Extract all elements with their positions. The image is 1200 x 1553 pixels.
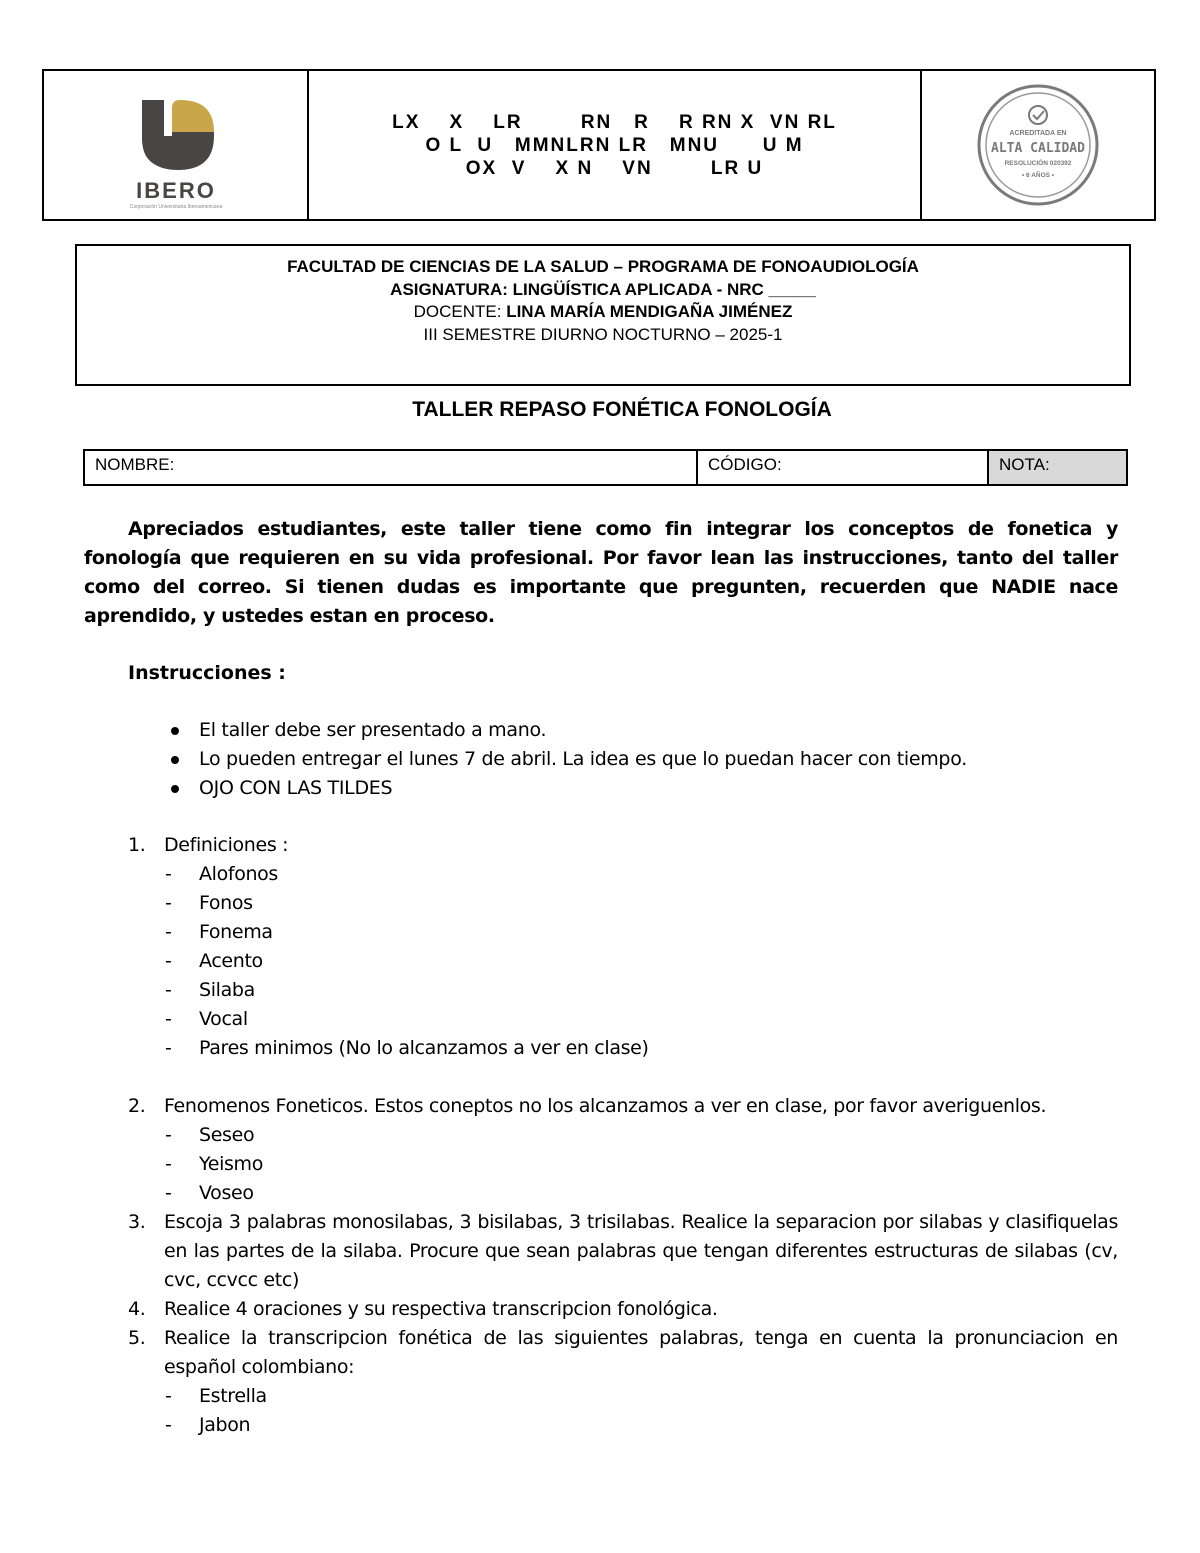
list-item: - Alofonos (84, 860, 1118, 889)
seal-main-text: ALTA CALIDAD (991, 141, 1085, 156)
task-text: Realice la transcripcion fonética de las siguientes palabras, tenga en cuenta la pronunciacion en español colombiano: (164, 1327, 1118, 1378)
subject-line: ASIGNATURA: LINGÜÍSTICA APLICADA - NRC _____ (390, 279, 816, 299)
list-item: OJO CON LAS TILDES (84, 774, 1118, 803)
document-body (84, 515, 1118, 1440)
code-field[interactable]: CÓDIGO: (698, 451, 989, 484)
task-item-5 (84, 1324, 1118, 1440)
faculty-line: FACULTAD DE CIENCIAS DE LA SALUD – PROGRAMA DE FONOAUDIOLOGÍA (287, 257, 919, 276)
task-text: Definiciones : (164, 834, 289, 856)
header-table (42, 69, 1156, 221)
instructions-list (84, 716, 1118, 803)
list-item: Lo pueden entregar el lunes 7 de abril. La idea es que lo puedan hacer con tiempo. (84, 745, 1118, 774)
task-list (84, 831, 1118, 1440)
list-item: El taller debe ser presentado a mano. (84, 716, 1118, 745)
accreditation-seal-icon (976, 83, 1100, 207)
seal-top-text: ACREDITADA EN (1009, 130, 1067, 137)
sub-list (84, 1382, 1118, 1440)
task-number: 1. (128, 834, 146, 856)
header-line-3: OX V X N VN LR U (465, 157, 764, 179)
student-info-table (83, 449, 1128, 486)
logo-text: IBERO (135, 178, 216, 203)
task-item-3 (84, 1208, 1118, 1295)
task-number: 4. (128, 1298, 146, 1320)
list-item: - Yeismo (84, 1150, 1118, 1179)
task-text: Realice 4 oraciones y su respectiva transcripcion fonológica. (164, 1298, 718, 1320)
seal-cell (922, 71, 1154, 219)
logo-tagline: Corporación Universitaria Iberoamericana (129, 204, 222, 210)
task-number: 3. (128, 1211, 146, 1233)
list-item: - Acento (84, 947, 1118, 976)
task-item-4 (84, 1295, 1118, 1324)
course-info-box (75, 244, 1131, 386)
list-item: - Fonos (84, 889, 1118, 918)
intro-paragraph: Apreciados estudiantes, este taller tiene como fin integrar los conceptos de fonetica y fonología que requieren en su vida profesional. Por favor lean las instrucciones, tanto del taller como del correo. Si tienen dudas es importante que pregunten, recuerden que NADIE nace aprendido, y ustedes estan en proceso. (84, 518, 1118, 627)
sub-list (84, 860, 1118, 1063)
ibero-logo-icon (116, 80, 236, 210)
check-icon (1029, 106, 1047, 124)
instructions-heading: Instrucciones : (128, 662, 286, 684)
list-item: - Fonema (84, 918, 1118, 947)
teacher-label: DOCENTE: (413, 302, 507, 321)
header-line-1: LX X LR RN R R RN X VN RL (392, 111, 837, 133)
list-item: - Vocal (84, 1005, 1118, 1034)
task-text: Escoja 3 palabras monosilabas, 3 bisilabas, 3 trisilabas. Realice la separacion por silabas y clasifiquelas en las partes de la silaba. Procure que sean palabras que tengan diferentes estructuras de silabas (cv, cvc, ccvcc etc) (164, 1211, 1118, 1291)
list-item: - Pares minimos (No lo alcanzamos a ver en clase) (84, 1034, 1118, 1063)
task-number: 5. (128, 1327, 146, 1349)
task-item-1 (84, 831, 1118, 1063)
sub-list (84, 1121, 1118, 1208)
list-item: - Silaba (84, 976, 1118, 1005)
page-title: TALLER REPASO FONÉTICA FONOLOGÍA (412, 398, 832, 421)
task-text: Fenomenos Foneticos. Estos coneptos no los alcanzamos a ver en clase, por favor averiguenlos. (164, 1095, 1047, 1117)
list-item: - Jabon (84, 1411, 1118, 1440)
seal-years-text: • 6 AÑOS • (1021, 172, 1055, 179)
list-item: - Estrella (84, 1382, 1118, 1411)
name-field[interactable]: NOMBRE: (85, 451, 698, 484)
teacher-line (77, 301, 1129, 324)
teacher-name: LINA MARÍA MENDIGAÑA JIMÉNEZ (506, 302, 793, 321)
semester-line: III SEMESTRE DIURNO NOCTURNO – 2025-1 (423, 324, 783, 344)
seal-resolution-text: RESOLUCIÓN 020392 (1004, 160, 1072, 167)
header-title-cell (309, 71, 922, 219)
grade-field: NOTA: (989, 451, 1126, 484)
task-item-2 (84, 1092, 1118, 1208)
task-number: 2. (128, 1095, 146, 1117)
list-item: - Seseo (84, 1121, 1118, 1150)
header-line-2: O L U MMNLRN LR MNU U M (425, 134, 804, 156)
logo-cell (44, 71, 309, 219)
list-item: - Voseo (84, 1179, 1118, 1208)
